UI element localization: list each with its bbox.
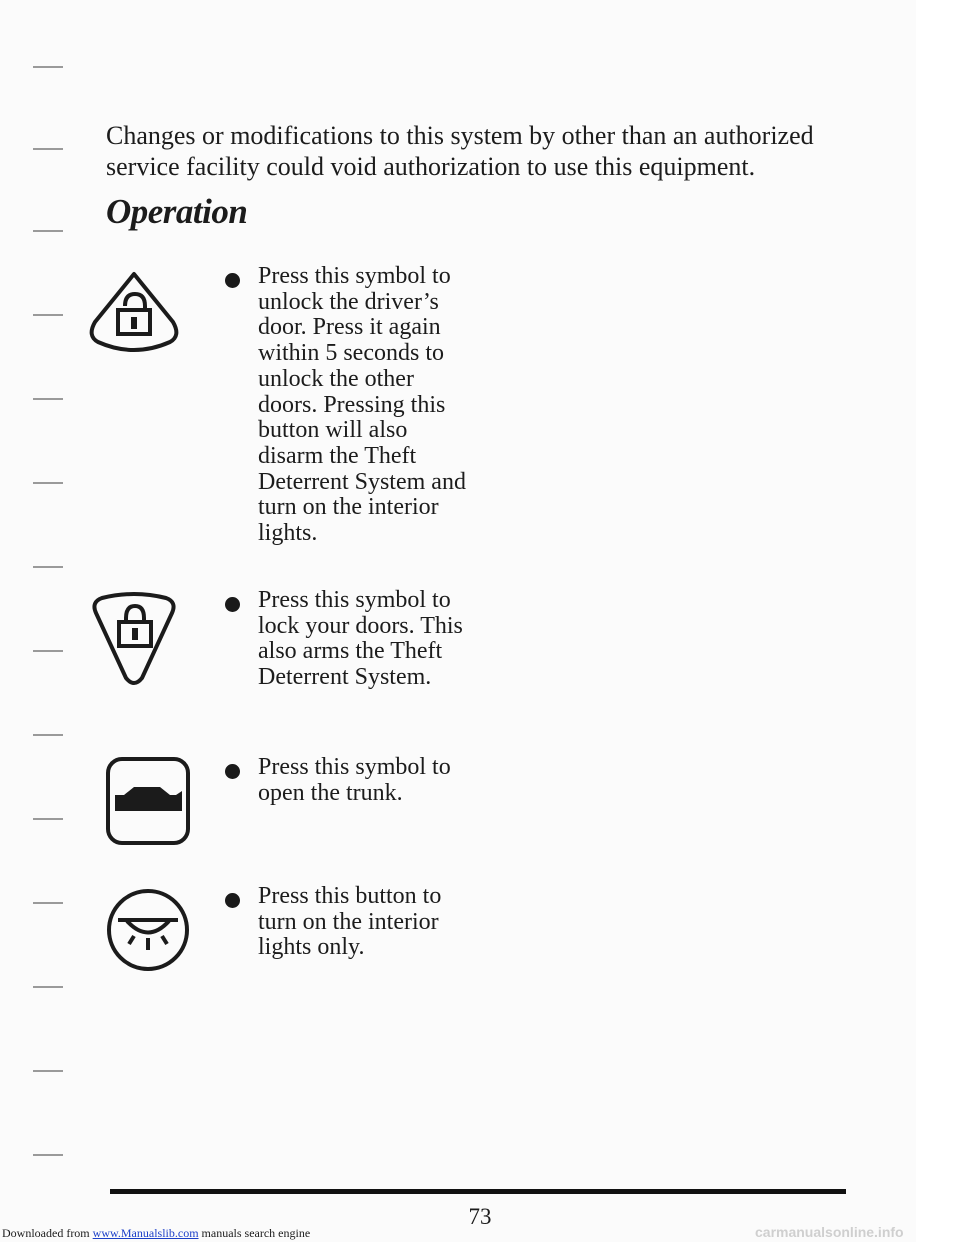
intro-paragraph: Changes or modifications to this system by other than an authorized service facility could void authorization to use this equipment. bbox=[106, 121, 814, 181]
margin-tick-marks bbox=[0, 0, 80, 1242]
item-text: Press this symbol to lock your doors. This also arms the Theft Deterrent System. bbox=[258, 587, 463, 691]
watermark: carmanualsonline.info bbox=[755, 1224, 904, 1240]
trunk-release-icon bbox=[78, 755, 190, 867]
item-text: Press this symbol to unlock the driver’s door. Press it again within 5 seconds to unlock the other doors. Pressing this button will also disarm the Theft Deterrent System and turn on the interior lights. bbox=[258, 263, 466, 547]
bullet-icon bbox=[225, 273, 240, 288]
list-item-interior-lights bbox=[78, 884, 478, 984]
bullet-icon bbox=[225, 764, 240, 779]
lock-icon bbox=[78, 588, 190, 700]
download-credit bbox=[2, 1226, 310, 1241]
download-credit-suffix: manuals search engine bbox=[198, 1226, 311, 1240]
item-text: Press this symbol to open the trunk. bbox=[258, 754, 451, 806]
bullet-icon bbox=[225, 893, 240, 908]
interior-light-icon bbox=[78, 884, 190, 996]
page-number: 73 bbox=[468, 1204, 492, 1229]
unlock-icon bbox=[78, 264, 190, 376]
download-credit-prefix: Downloaded from bbox=[2, 1226, 93, 1240]
list-item-lock bbox=[78, 588, 478, 718]
bullet-icon bbox=[225, 597, 240, 612]
list-item-trunk bbox=[78, 755, 478, 845]
manualslib-link[interactable]: www.Manualslib.com bbox=[92, 1226, 199, 1240]
section-title: Operation bbox=[106, 192, 248, 231]
page-edge bbox=[916, 0, 960, 1242]
item-text: Press this button to turn on the interior lights only. bbox=[258, 883, 442, 961]
list-item-unlock bbox=[78, 264, 478, 554]
footer-rule bbox=[110, 1189, 846, 1194]
